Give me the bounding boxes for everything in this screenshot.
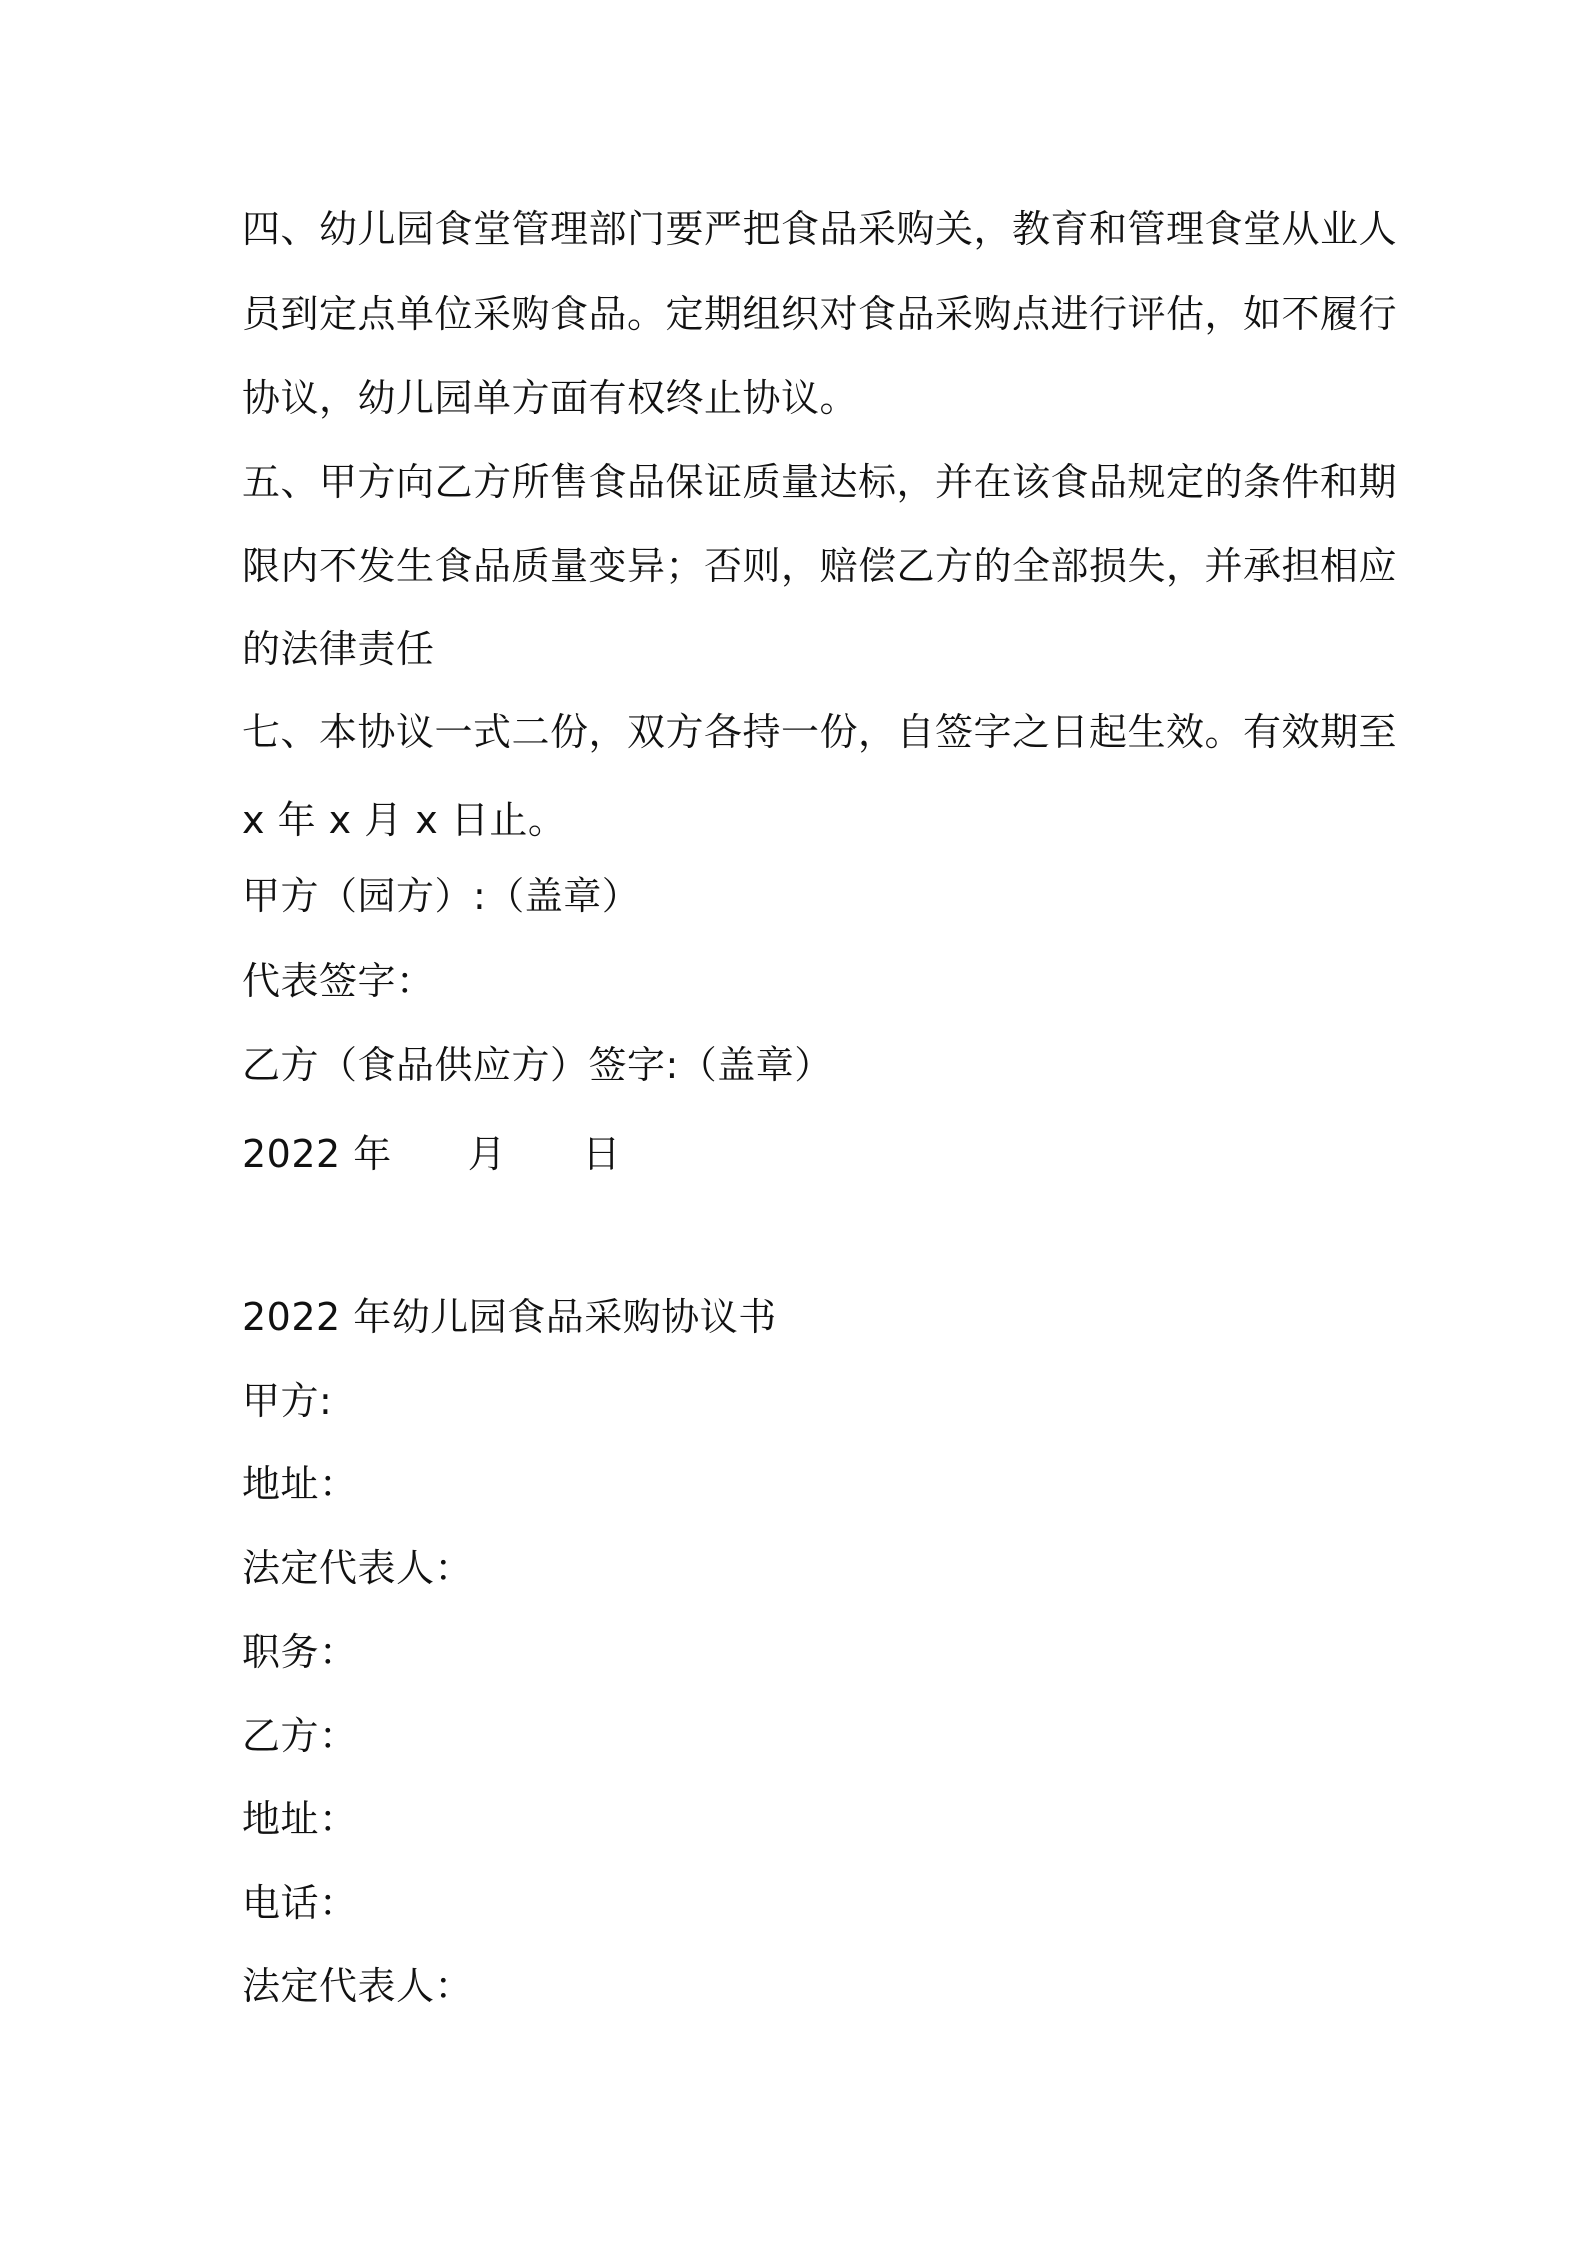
- representative-signature-line: 代表签字：: [242, 959, 435, 1003]
- field-party-b-legal-rep: 法定代表人：: [242, 1964, 474, 2008]
- clause-4-line-3: 协议，幼儿园单方面有权终止协议。: [242, 376, 859, 420]
- date-year: 2022 年: [242, 1132, 392, 1176]
- field-party-a-position: 职务：: [242, 1630, 358, 1674]
- signing-date: [242, 1130, 1362, 1178]
- clause-7-line-1: 七、本协议一式二份，双方各持一份，自签字之日起生效。有效期至: [242, 710, 1398, 754]
- field-party-b: 乙方：: [242, 1714, 358, 1758]
- clause-4-line-2: 员到定点单位采购食品。定期组织对食品采购点进行评估，如不履行: [242, 292, 1398, 336]
- agreement-title: 2022 年幼儿园食品采购协议书: [242, 1295, 777, 1339]
- clause-5-line-1: 五、甲方向乙方所售食品保证质量达标，并在该食品规定的条件和期: [242, 460, 1398, 504]
- date-month: 月: [467, 1132, 507, 1176]
- field-party-a-address: 地址：: [242, 1462, 358, 1506]
- field-party-a-legal-rep: 法定代表人：: [242, 1546, 474, 1590]
- clause-5-line-3: 的法律责任: [242, 627, 435, 671]
- clause-5-line-2: 限内不发生食品质量变异；否则，赔偿乙方的全部损失，并承担相应: [242, 544, 1398, 588]
- clause-4-line-1: 四、幼儿园食堂管理部门要严把食品采购关，教育和管理食堂从业人: [242, 207, 1398, 251]
- party-a-seal-line: 甲方（园方）:（盖章）: [242, 874, 641, 918]
- field-party-b-phone: 电话：: [242, 1881, 358, 1925]
- field-party-b-address: 地址：: [242, 1797, 358, 1841]
- date-day: 日: [582, 1132, 621, 1176]
- party-b-seal-line: 乙方（食品供应方）签字:（盖章）: [242, 1043, 833, 1087]
- clause-7-line-2: x 年 x 月 x 日止。: [242, 798, 567, 842]
- field-party-a: 甲方:: [242, 1379, 333, 1423]
